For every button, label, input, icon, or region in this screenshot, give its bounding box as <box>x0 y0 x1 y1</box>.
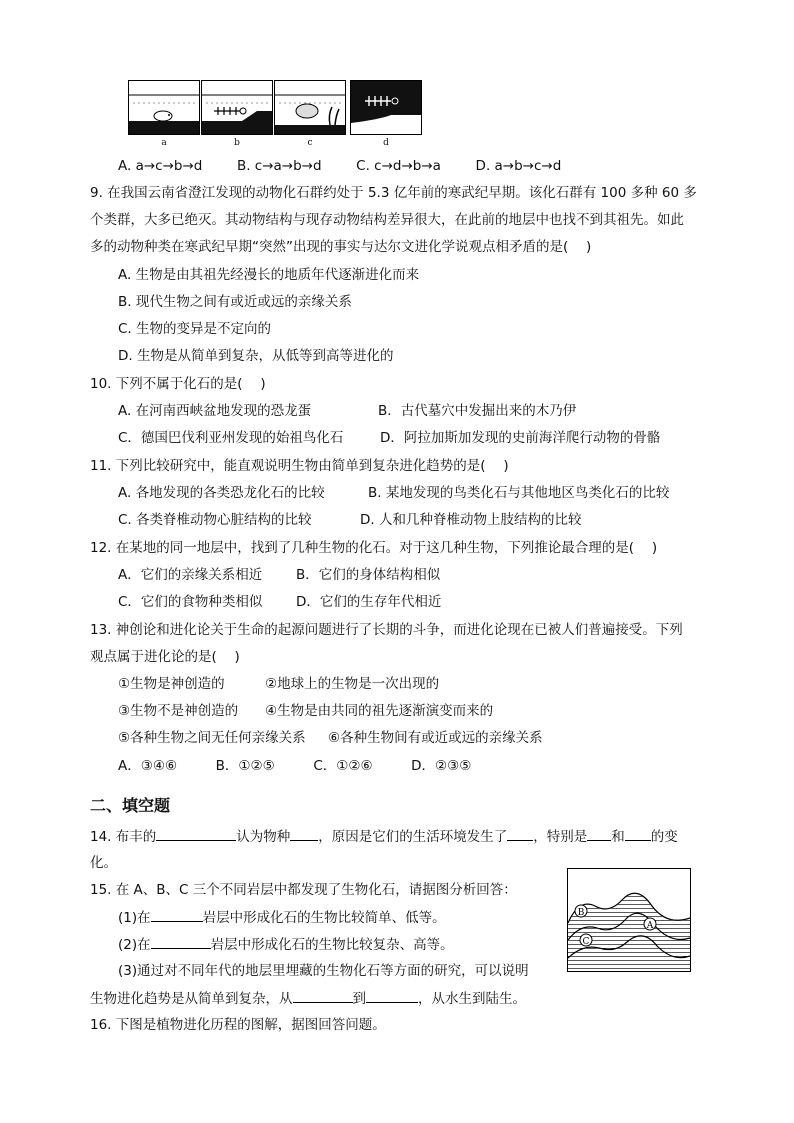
q14-blank-2[interactable] <box>290 826 318 841</box>
q8-option-a: A. a→c→b→d <box>118 158 203 174</box>
q15-blank-2[interactable] <box>151 934 211 949</box>
q15-blank-3[interactable] <box>293 988 353 1003</box>
rock-label-b: B <box>577 908 585 918</box>
q11-option-c: C. 各类脊椎动物心脏结构的比较 <box>118 512 312 528</box>
q12-option-c: C．它们的食物种类相似 <box>118 594 263 610</box>
q15-sub-1-text-a: (1)在 <box>118 910 151 926</box>
q8-option-d: D. a→b→c→d <box>475 158 562 174</box>
q8-options <box>118 156 561 176</box>
q15-blank-4[interactable] <box>366 988 418 1003</box>
q8-option-b: B. c→a→b→d <box>236 158 322 174</box>
q14-text-5: 和 <box>611 829 625 845</box>
q9-option-a: A. 生物是由其祖先经漫长的地质年代逐渐进化而来 <box>118 267 420 283</box>
q13-options <box>118 756 471 776</box>
panel-b <box>201 80 273 135</box>
q15-sub-3-text-c: ，从水生到陆生。 <box>418 991 526 1007</box>
q10-option-d: D．阿拉加斯加发现的史前海洋爬行动物的骨骼 <box>380 430 661 446</box>
q14-text-4: ，特别是 <box>533 829 588 845</box>
q12-stem: 12. 在某地的同一地层中，找到了几种生物的化石。对于这几种生物，下列推论最合理的是( ) <box>90 540 658 556</box>
panel-label-c: c <box>307 138 313 148</box>
q13-option-b: B．①②⑤ <box>215 758 275 774</box>
q9-stem-line-2: 个类群，大多已绝灭。其动物结构与现存动物结构差异很大，在此前的地层中也找不到其祖先。如此 <box>90 212 684 228</box>
q15-sub-2-text-b: 岩层中形成化石的生物比较复杂、高等。 <box>210 937 454 953</box>
q16-stem: 16. 下图是植物进化历程的图解，据图回答问题。 <box>90 1017 386 1033</box>
q13-option-a: A．③④⑥ <box>118 758 178 774</box>
rock-layers-figure <box>567 868 691 972</box>
q13-item-5: ⑤各种生物之间无任何亲缘关系 <box>118 730 306 746</box>
q14-blank-3[interactable] <box>507 826 533 841</box>
q11-option-d: D. 人和几种脊椎动物上肢结构的比较 <box>360 512 582 528</box>
q15-sub-1-text-b: 岩层中形成化石的生物比较简单、低等。 <box>202 910 446 926</box>
q14-blank-1[interactable] <box>156 826 236 841</box>
q15-sub-3: (3)通过对不同年代的地层里埋藏的生物化石等方面的研究，可以说明 <box>118 963 529 979</box>
q13-item-2: ②地球上的生物是一次出现的 <box>265 676 440 692</box>
panel-label-b: b <box>234 138 240 148</box>
q13-stem-line-2: 观点属于进化论的是( ) <box>90 649 240 665</box>
q13-option-d: D．②③⑤ <box>411 758 472 774</box>
q12-option-b: B．它们的身体结构相似 <box>296 567 441 583</box>
section-heading: 二、填空题 <box>90 796 171 815</box>
q10-stem: 10. 下列不属于化石的是( ) <box>90 376 266 392</box>
q9-option-c: C. 生物的变异是不定向的 <box>118 321 272 337</box>
panel-label-d: d <box>383 138 389 148</box>
panel-a <box>128 80 200 135</box>
q13-stem-line-1: 13. 神创论和进化论关于生命的起源问题进行了长期的斗争，而进化论现在已被人们普遍接受。下列 <box>90 622 683 638</box>
q14-text-3: ，原因是它们的生活环境发生了 <box>318 829 508 845</box>
rock-label-a: A <box>646 921 654 931</box>
q9-option-d: D. 生物是从简单到复杂，从低等到高等进化的 <box>118 348 394 364</box>
q14-text-1: 14. 布丰的 <box>90 829 157 845</box>
q13-item-3: ③生物不是神创造的 <box>118 703 239 719</box>
q8-option-c: C. c→d→b→a <box>356 158 441 174</box>
q15-sub-2-text-a: (2)在 <box>118 937 151 953</box>
q15-blank-1[interactable] <box>151 907 203 922</box>
q10-option-c: C．德国巴伐利亚州发现的始祖鸟化石 <box>118 430 344 446</box>
panel-c <box>274 80 346 135</box>
q15-sub-1 <box>118 907 446 928</box>
q14-text-6: 的变 <box>650 829 678 845</box>
q11-stem: 11. 下列比较研究中，能直观说明生物由简单到复杂进化趋势的是( ) <box>90 458 509 474</box>
q15-sub-3-text-b: 到 <box>352 991 366 1007</box>
q10-option-a: A. 在河南西峡盆地发现的恐龙蛋 <box>118 403 312 419</box>
q13-option-c: C．①②⑥ <box>313 758 373 774</box>
q15-sub-3-text-a: 生物进化趋势是从简单到复杂，从 <box>90 991 293 1007</box>
q9-option-b: B. 现代生物之间有或近或远的亲缘关系 <box>118 294 352 310</box>
q15-sub-2 <box>118 934 454 955</box>
rock-label-c: C <box>582 937 590 947</box>
q14-blank-4[interactable] <box>587 826 611 841</box>
panel-d <box>350 80 422 135</box>
q14-line-2: 化。 <box>90 855 117 871</box>
q9-stem-line-1: 9. 在我国云南省澄江发现的动物化石群约处于 5.3 亿年前的寒武纪早期。该化石群有 100 多种 60 多 <box>90 185 697 201</box>
q14-blank-5[interactable] <box>625 826 651 841</box>
q13-item-4: ④生物是由共同的祖先逐渐演变而来的 <box>265 703 494 719</box>
q14-text-2: 认为物种 <box>236 829 291 845</box>
q11-option-a: A. 各地发现的各类恐龙化石的比较 <box>118 485 325 501</box>
q15-stem: 15. 在 A、B、C 三个不同岩层中都发现了生物化石，请据图分析回答： <box>90 882 517 898</box>
q12-option-a: A．它们的亲缘关系相近 <box>118 567 263 583</box>
q9-stem-line-3: 多的动物种类在寒武纪早期“突然”出现的事实与达尔文进化学说观点相矛盾的是( ) <box>90 239 592 255</box>
panel-label-a: a <box>161 138 167 148</box>
q13-item-1: ①生物是神创造的 <box>118 676 225 692</box>
q13-item-6: ⑥各种生物间有或近或远的亲缘关系 <box>328 730 543 746</box>
q11-option-b: B. 某地发现的鸟类化石与其他地区鸟类化石的比较 <box>368 485 670 501</box>
q14-line-1 <box>90 826 678 847</box>
q12-option-d: D．它们的生存年代相近 <box>296 594 442 610</box>
q10-option-b: B．古代墓穴中发掘出来的木乃伊 <box>378 403 577 419</box>
q15-sub-3-line-2 <box>90 988 526 1009</box>
